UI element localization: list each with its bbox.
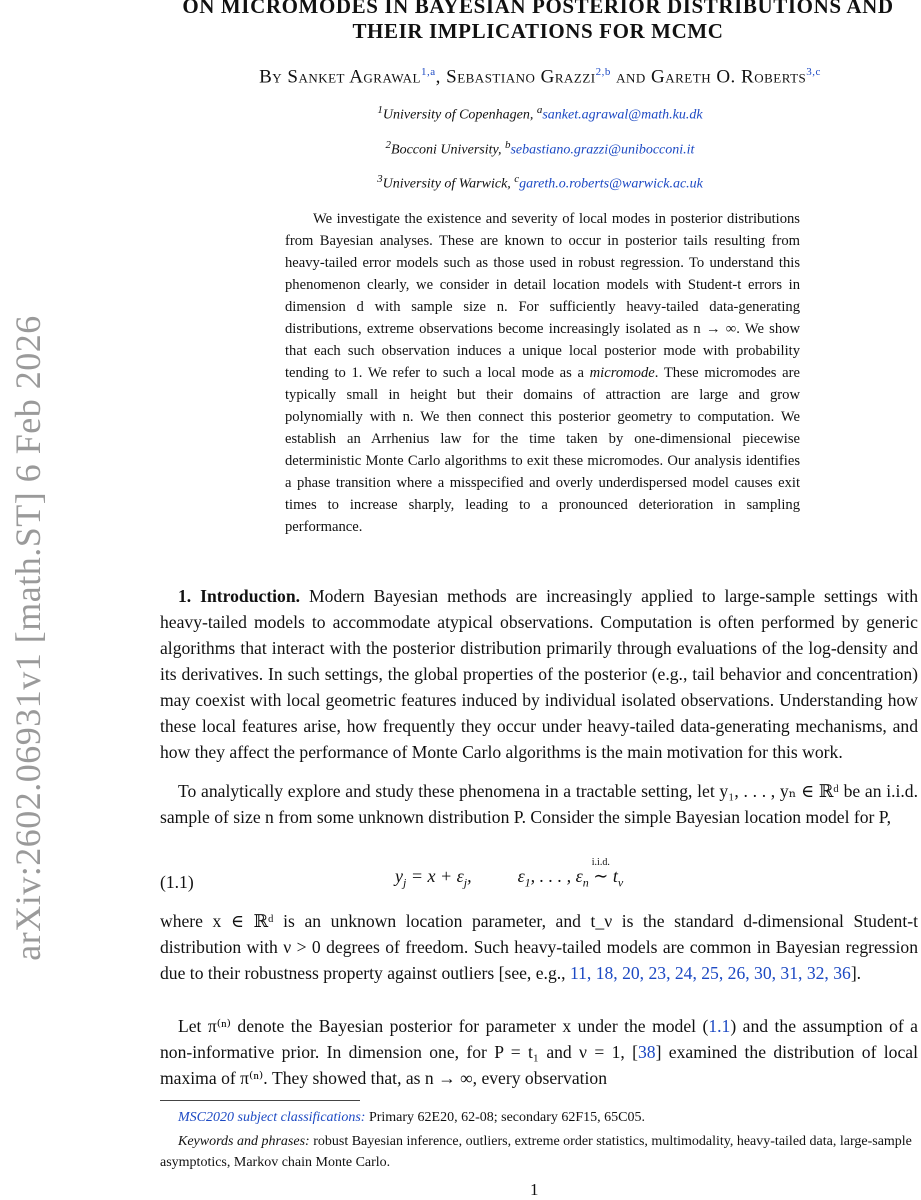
intro-paragraph-3-end: ]. <box>850 963 862 983</box>
by-label: By <box>259 66 283 88</box>
section-heading: 1. Introduction. <box>178 586 301 606</box>
intro-paragraph-2 <box>160 778 918 830</box>
footnote-rule <box>160 1100 360 1101</box>
equation-ref-link[interactable]: 1.1 <box>708 1016 731 1036</box>
footnote-keywords <box>160 1131 918 1173</box>
abstract-part-2: . These micromodes are typically small in height but their domains of attraction are large and grow polynomially with n. We then connect this posterior geometry to computation. We establish an Arrhenius law for the time taken by one-dimensional piecewise deterministic Monte Carlo algorithms to exit these micromodes. Our analysis identifies a phase transition where a misspecified and overly underdispersed model causes exit times to increase sharply, leading to a pronounced deterioration in sampling performance. <box>285 365 800 535</box>
eq-eps-sub1: 1 <box>524 875 531 890</box>
intro-paragraph-4 <box>160 1013 918 1091</box>
page-number: 1 <box>530 1180 539 1199</box>
abstract-part-1: We investigate the existence and severity of local modes in posterior distributions from Bayesian analyses. These are known to occur in posterior tails resulting from heavy-tailed error models such as those used in robust regression. To understand this phenomenon clearly, we consider in detail location models with Student-t errors in dimension d with sample size n. For sufficiently heavy-tailed data-generating distributions, extreme observations become increasingly isolated as n → ∞. We show that each such observation induces a unique local posterior mode with probability tending to 1. We refer to such a local mode as a <box>285 211 800 381</box>
keywords-text: robust Bayesian inference, outliers, extreme order statistics, multimodality, heavy-tailed data, large-sample asymptotics, Markov chain Monte Carlo. <box>160 1134 912 1170</box>
eq-comma: , <box>467 866 472 886</box>
abstract-emphasis: micromode <box>589 365 655 381</box>
eq-t-sub: ν <box>617 875 624 890</box>
affiliation-2-number: 2 <box>385 139 392 151</box>
author-2: Sebastiano Grazzi <box>446 66 596 88</box>
affiliation-3-email-link[interactable]: gareth.o.roberts@warwick.ac.uk <box>519 176 703 192</box>
author-3: Gareth O. Roberts <box>651 66 807 88</box>
affiliation-2 <box>160 139 920 159</box>
affiliation-2-institution: Bocconi University, <box>391 142 502 158</box>
eq-dots: , . . . , ε <box>530 866 583 886</box>
eq-eps-subn: n <box>582 875 589 890</box>
eq-mid: = x + ε <box>406 866 464 886</box>
eq-sim: ∼ <box>593 866 609 886</box>
intro-paragraph-4-a: Let π⁽ⁿ⁾ denote the Bayesian posterior for parameter x under the model ( <box>178 1016 709 1036</box>
affiliation-2-email-link[interactable]: sebastiano.grazzi@unibocconi.it <box>510 142 695 158</box>
affiliation-1-letter: a <box>536 104 543 116</box>
intro-paragraph-1 <box>160 583 918 765</box>
equation-1-1 <box>395 857 624 891</box>
arxiv-stamp-text: arXiv:2602.06931v1 [math.ST] 6 Feb 2026 <box>8 314 48 961</box>
intro-paragraph-2-text: To analytically explore and study these phenomena in a tractable setting, let y₁, . . . , yₙ ∈ ℝᵈ be an i.i.d. sample of size n from some unknown distribution P. Consider the simple Bayesian location model for P, <box>160 781 918 827</box>
affiliation-1-institution: University of Copenhagen, <box>382 107 534 123</box>
affiliation-3 <box>160 173 920 193</box>
author-2-superscript[interactable]: 2,b <box>595 66 611 78</box>
arxiv-stamp <box>2 215 54 1060</box>
affiliation-3-number: 3 <box>377 173 383 185</box>
intro-paragraph-4-c: ] examined the distribution of local maxima of π⁽ⁿ⁾. They showed that, as n → ∞, every observation <box>160 1042 918 1088</box>
intro-paragraph-3-text: where x ∈ ℝᵈ is an unknown location parameter, and t_ν is the standard d-dimensional Student-t distribution with ν > 0 degrees of freedom. Such heavy-tailed models are common in Bayesian regression due to their robustness property against outliers [see, e.g., <box>160 911 918 983</box>
title-line-1: ON MICROMODES IN BAYESIAN POSTERIOR DISTRIBUTIONS AND <box>182 0 894 18</box>
equation-number: (1.1) <box>160 872 194 892</box>
affiliation-1-email-link[interactable]: sanket.agrawal@math.ku.dk <box>542 107 703 123</box>
intro-paragraph-1-text: Modern Bayesian methods are increasingly applied to large-sample settings with heavy-tailed models to accommodate atypical observations. Computation is often performed by generic algorithms that interact with the posterior distribution primarily through evaluations of the log-density and its derivatives. In such settings, the global properties of the posterior (e.g., tail behavior and concentration) may coexist with local geometric features induced by individual isolated observations. Understanding how these local features arise, how frequently they occur under heavy-tailed data-generating mechanisms, and how they affect the performance of Monte Carlo algorithms is the main motivation for this work. <box>160 586 918 762</box>
author-1-superscript[interactable]: 1,a <box>420 66 436 78</box>
affiliation-3-institution: University of Warwick, <box>382 176 511 192</box>
affiliation-3-letter: c <box>514 173 520 185</box>
author-separator: , <box>435 66 441 88</box>
author-1: Sanket Agrawal <box>287 66 421 88</box>
keywords-label: Keywords and phrases: <box>178 1134 310 1149</box>
msc-label-link[interactable]: MSC2020 subject classifications: <box>178 1110 366 1125</box>
footnote-msc <box>160 1107 918 1128</box>
msc-text: Primary 62E20, 62-08; secondary 62F15, 65C05. <box>365 1110 646 1125</box>
eq-mid-sub: j <box>463 875 468 890</box>
eq-eps: ε <box>517 866 525 886</box>
author-list <box>160 66 920 88</box>
eq-iid-sim <box>591 857 610 887</box>
author-3-superscript[interactable]: 3,c <box>806 66 821 78</box>
intro-paragraph-4-b: ) and the assumption of a non-informative prior. In dimension one, for P = t₁ and ν = 1, [ <box>160 1016 918 1062</box>
title-line-2: THEIR IMPLICATIONS FOR MCMC <box>352 19 724 43</box>
affiliation-1 <box>160 104 920 124</box>
eq-lhs: y <box>395 866 403 886</box>
paper-title <box>170 0 906 44</box>
abstract <box>285 208 800 538</box>
intro-paragraph-3 <box>160 908 918 986</box>
and-label: and <box>616 66 646 88</box>
eq-iid-label: i.i.d. <box>591 857 610 868</box>
affiliation-2-letter: b <box>504 139 511 151</box>
eq-lhs-sub: j <box>403 875 407 890</box>
citation-list-link[interactable]: 11, 18, 20, 23, 24, 25, 26, 30, 31, 32, 36 <box>569 963 851 983</box>
eq-t: t <box>612 866 618 886</box>
citation-38-link[interactable]: 38 <box>638 1042 656 1062</box>
affiliation-1-number: 1 <box>377 104 383 116</box>
